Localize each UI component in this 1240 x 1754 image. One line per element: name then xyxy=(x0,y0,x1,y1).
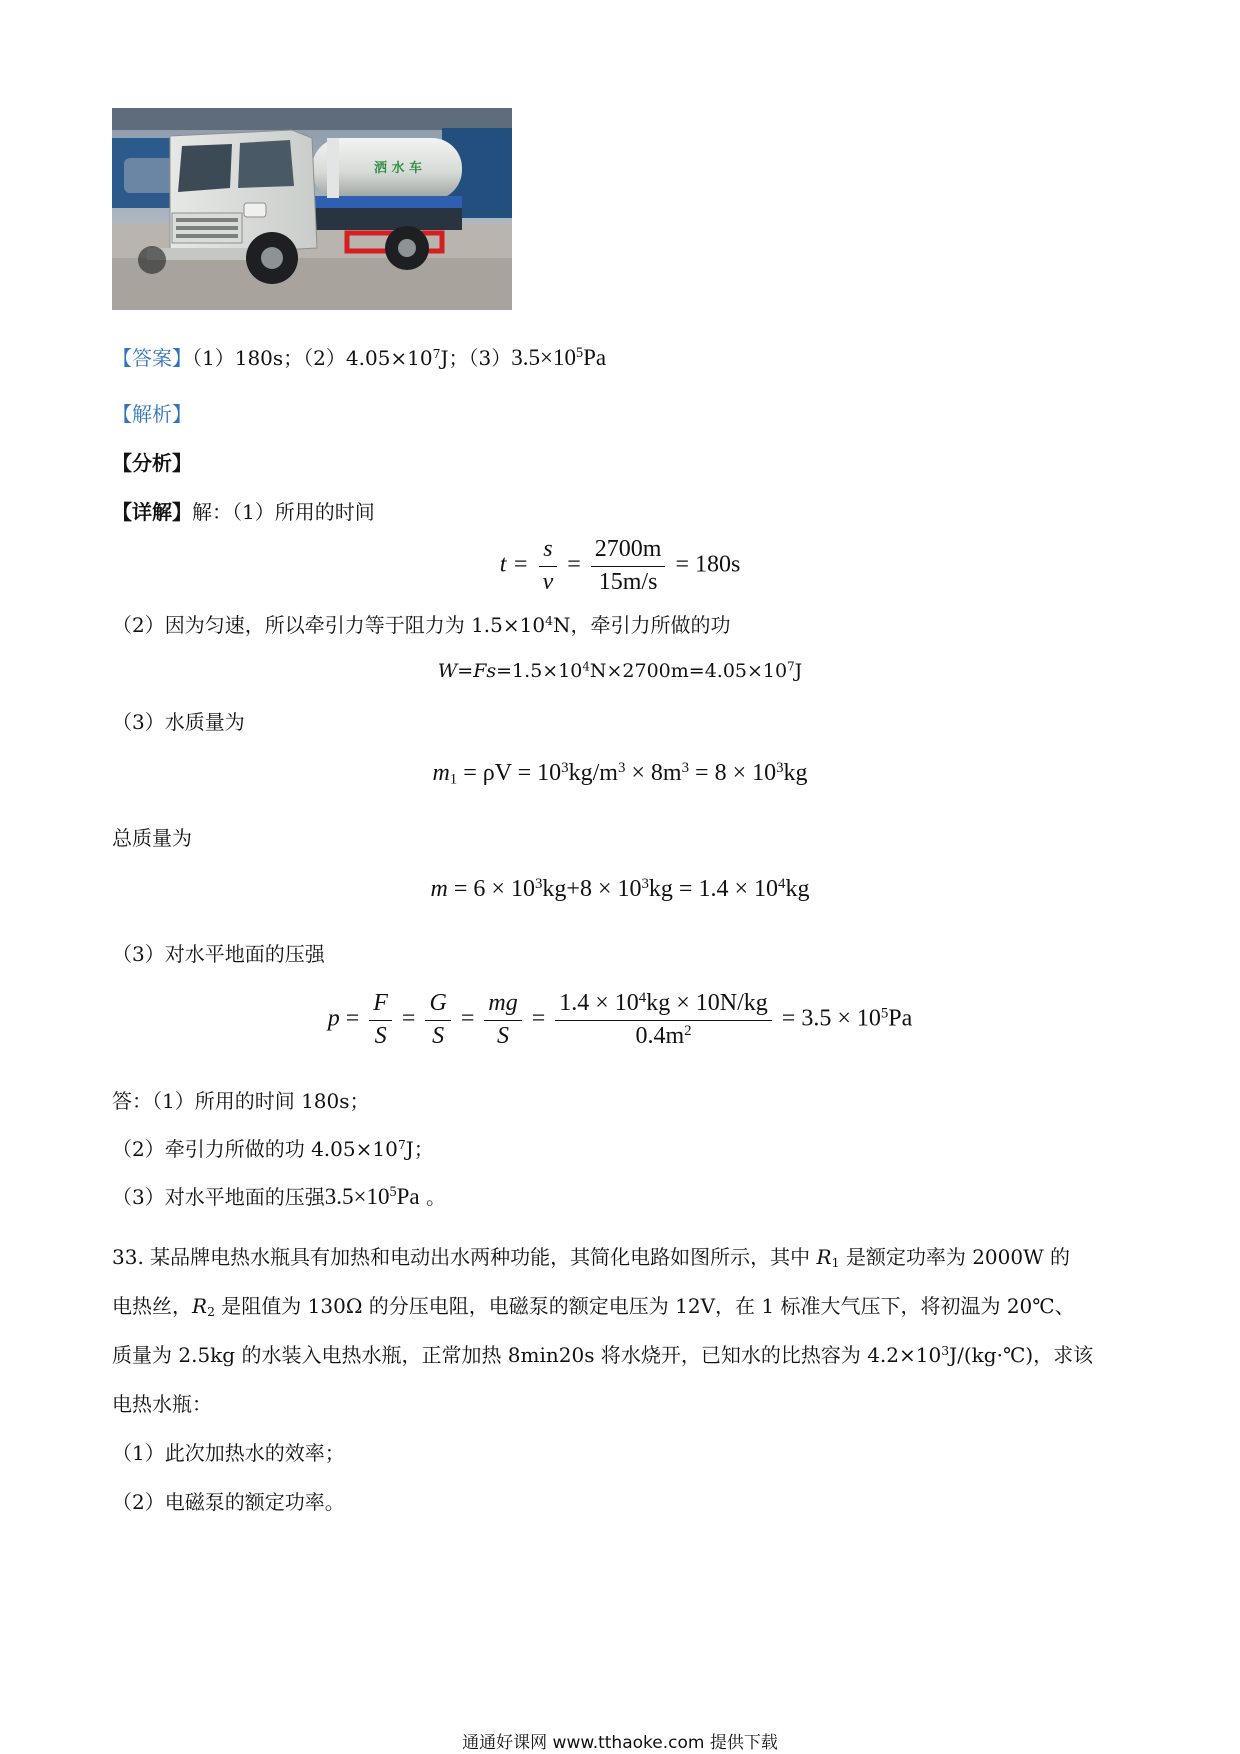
detail-intro-line xyxy=(112,496,375,525)
eq5-f4n-b: kg × 10N/kg xyxy=(646,990,768,1016)
q33-sub-2: （2）电磁泵的额定功率。 xyxy=(112,1490,345,1514)
step3-text: （3）水质量为 xyxy=(112,710,245,734)
eq1-num2: 2700m xyxy=(591,536,666,567)
eq2-exp1: 4 xyxy=(582,659,590,674)
conclusion-3-unit: Pa xyxy=(396,1184,420,1209)
q33-r2: R xyxy=(192,1294,208,1318)
eq3-e: kg xyxy=(783,760,808,786)
eq5-rhs-a: = 3.5 × 10 xyxy=(781,1005,881,1032)
eq3-exp-c: 3 xyxy=(681,759,690,776)
step2-line xyxy=(112,609,731,638)
step2-text: （2）因为匀速，所以牵引力等于阻力为 1.5×10 xyxy=(112,613,546,637)
conclusion-3-a: （3）对水平地面的压强 xyxy=(112,1185,325,1209)
q33-line-3 xyxy=(112,1331,1132,1380)
eq3-m: m xyxy=(432,760,450,786)
step2-exp: 4 xyxy=(545,613,553,629)
eq4-b: kg+8 × 10 xyxy=(542,876,642,902)
q33-r1-sub: 1 xyxy=(831,1255,840,1271)
eq1-den2: 15m/s xyxy=(598,568,658,595)
q33-line-2 xyxy=(112,1282,1132,1331)
answer-tag: 【答案】 xyxy=(112,346,192,370)
analysis-tag: 【解析】 xyxy=(112,402,192,426)
eq5-f4n-a: 1.4 × 10 xyxy=(559,990,639,1016)
conclusion-2-a: （2）牵引力所做的功 4.05×10 xyxy=(112,1137,398,1161)
answer-part1: （1）180s；（2）4.05×10 xyxy=(192,346,433,370)
eq5-p: p xyxy=(327,1005,340,1032)
eq4-exp-a: 3 xyxy=(534,875,543,892)
eq5-f1n: F xyxy=(369,990,392,1021)
eq4-d: kg xyxy=(785,876,810,902)
eq2-mid2: N×2700m=4.05×10 xyxy=(589,660,788,682)
eq3-sub: 1 xyxy=(449,771,458,788)
eq2-lhs: W=Fs xyxy=(437,660,497,682)
answer-part1-exp: 7 xyxy=(432,346,441,362)
q33-line-3-a: 质量为 2.5kg 的水装入电热水瓶，正常加热 8min20s 将水烧开，已知水的比热容为 4.2×10 xyxy=(112,1343,942,1367)
q33-line-1-a: 33. 某品牌电热水瓶具有加热和电动出水两种功能，其简化电路如图所示，其中 xyxy=(112,1245,817,1269)
eq2-exp2: 7 xyxy=(787,659,795,674)
eq4-a: = 6 × 10 xyxy=(447,876,535,902)
q33-r2-sub: 2 xyxy=(207,1304,215,1320)
eq4-exp-b: 3 xyxy=(641,875,649,892)
eq5-rhs-b: Pa xyxy=(888,1005,913,1032)
eq3-exp-a: 3 xyxy=(561,759,569,776)
eq3-exp-b: 3 xyxy=(617,759,626,776)
page-footer: 通通好课网 www.tthaoke.com 提供下载 xyxy=(462,1733,778,1753)
conclusion-2 xyxy=(112,1133,434,1162)
eq4-exp-c: 4 xyxy=(778,875,786,892)
water-truck-photo xyxy=(112,108,512,310)
eq1-num1: s xyxy=(539,536,556,567)
eq5-f4d-exp: 2 xyxy=(684,1022,692,1039)
eq5-f2n: G xyxy=(425,990,450,1021)
step4-text: （3）对水平地面的压强 xyxy=(112,942,325,966)
eq4-c: kg = 1.4 × 10 xyxy=(648,876,778,902)
detail-tag: 【详解】 xyxy=(112,500,192,524)
eq5-f2d: S xyxy=(432,1022,445,1049)
conclusion-2-exp: 7 xyxy=(397,1137,406,1153)
total-mass-text: 总质量为 xyxy=(112,826,192,850)
equation-water-mass xyxy=(0,760,1240,787)
q33-line-2-a: 电热丝， xyxy=(112,1294,192,1318)
equation-work xyxy=(0,660,1240,682)
q33-line-1-b: 是额定功率为 2000W 的 xyxy=(839,1245,1071,1269)
eq3-b: kg/m xyxy=(568,760,618,786)
answer-part3-unit: Pa xyxy=(583,345,607,370)
equation-pressure: p = $\frac{F}{S}$ = $\frac{G}{S}$ = $\frac{mg}{S}$ = $\frac{1.4 \times 10^4kg \times 10N/kg}{0.4m^2}$ = $3.5 \times 10^5Pa$ xyxy=(327,989,913,1049)
answer-line xyxy=(112,342,606,371)
q33-sub-1: （1）此次加热水的效率； xyxy=(112,1441,345,1465)
eq1-lhs: t = xyxy=(499,551,529,578)
q33-line-2-b: 是阻值为 130Ω 的分压电阻，电磁泵的额定电压为 12V，在 1 标准大气压下，将初温为 20℃、 xyxy=(214,1294,1075,1318)
eq1-den1: v xyxy=(542,568,554,595)
eq5-f1d: S xyxy=(374,1022,387,1049)
conclusion-2-b: J； xyxy=(405,1137,434,1161)
fenxi-tag: 【分析】 xyxy=(112,451,192,475)
eq5-f4n-exp: 4 xyxy=(638,989,647,1006)
eq3-exp-d: 3 xyxy=(776,759,784,776)
eq2-unit: J xyxy=(794,660,803,682)
conclusion-3-exp: 5 xyxy=(389,1184,397,1201)
q33-line-3-exp: 3 xyxy=(941,1343,950,1359)
step2-tail: N，牵引力所做的功 xyxy=(553,613,731,637)
q33-line-1 xyxy=(112,1233,1132,1282)
detail-intro: 解：（1）所用的时间 xyxy=(192,500,375,524)
truck-sign-text: 洒 水 车 xyxy=(374,161,423,176)
equation-total-mass xyxy=(0,876,1240,903)
eq3-c: × 8m xyxy=(625,760,682,786)
question-33 xyxy=(112,1233,1132,1527)
eq5-f3n: mg xyxy=(484,990,521,1021)
eq3-d: = 8 × 10 xyxy=(689,760,777,786)
eq5-f3d: S xyxy=(497,1022,510,1049)
conclusion-3-end: 。 xyxy=(419,1185,446,1209)
conclusion-3-base: 3.5×10 xyxy=(324,1184,390,1209)
eq5-rhs-exp: 5 xyxy=(880,1005,889,1022)
answer-part1-unit: J；（3） xyxy=(440,346,512,370)
q33-line-3-b: J/(kg·℃)，求该 xyxy=(949,1343,1094,1367)
answer-part3-exp: 5 xyxy=(576,345,584,362)
conclusion-1: 答：（1）所用的时间 180s； xyxy=(112,1089,370,1113)
eq1-rhs: = 180s xyxy=(675,551,741,578)
eq2-mid: =1.5×10 xyxy=(496,660,583,682)
eq3-a: = ρV = 10 xyxy=(457,760,562,786)
equation-time: t = $\frac{s}{v}$ = $\frac{2700m}{15m/s}$ = 180s xyxy=(499,536,741,595)
q33-line-4: 电热水瓶： xyxy=(112,1392,212,1416)
answer-part3-base: 3.5×10 xyxy=(511,345,576,370)
eq4-m: m xyxy=(430,876,448,902)
eq5-f4d: 0.4m xyxy=(635,1022,685,1049)
conclusion-3 xyxy=(112,1181,446,1210)
q33-r1: R xyxy=(816,1245,832,1269)
